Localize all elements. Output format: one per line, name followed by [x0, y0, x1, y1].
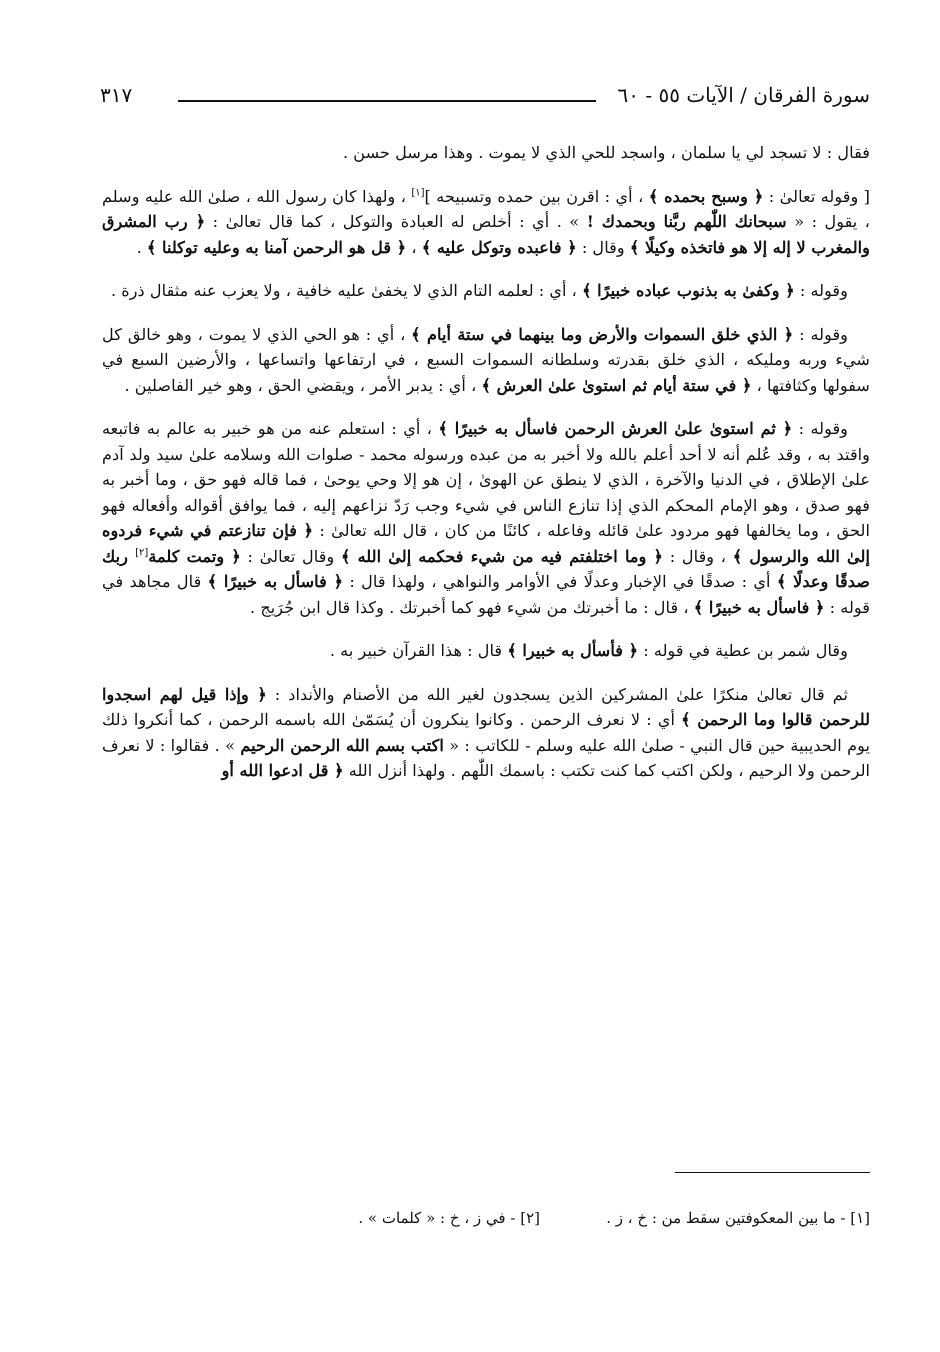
quran-quote: سبحانك اللّٰهم ربَّنا وبحمدك !: [586, 212, 787, 231]
main-text: [102, 140, 870, 802]
text-run: » . أي : أخلص له العبادة والتوكل ، كما قال تعالىٰ :: [205, 212, 587, 231]
header-rule: [178, 100, 596, 102]
quran-quote: ﴿ وإذا قيل لهم اسجدوا للرحمن قالوا وما الرحمن ﴾: [102, 684, 870, 729]
paragraph: [102, 682, 870, 784]
quran-quote: ﴿ ثم استوىٰ علىٰ العرش الرحمن فاسأل به خبيرًا ﴾: [438, 419, 793, 438]
paragraph: [102, 416, 870, 620]
text-run: ،: [406, 237, 422, 257]
text-run: ، ولهذا كان رسول الله ، صلىٰ الله عليه وسلم ، يقول : «: [102, 186, 871, 231]
quran-quote: ربك صدقًا وعدلًا ﴾: [102, 546, 871, 591]
paragraph: [102, 278, 870, 304]
text-run: ، أي : لعلمه التام الذي لا يخفىٰ عليه خافية ، ولا يعزب عنه مثقال ذرة .: [110, 281, 583, 300]
footnote-ref: [٢]: [135, 547, 149, 559]
text-run: ثم قال تعالىٰ منكرًا علىٰ المشركين الذين يسجدون لغير الله من الأصنام والأنداد :: [266, 684, 848, 704]
footnote-1: [١] - ما بين المعكوفتين سقط من : خ ، ز .: [606, 1209, 870, 1227]
text-run: ، أي : هو الحي الذي لا يموت ، وهو خالق كل شيء وربه ومليكه ، الذي خلق بقدرته وسلطانه السموات السبع ، في ارتفاعها واتساعها ، والأرضين السبع في سفولها وكثافتها ،: [102, 324, 870, 395]
quran-quote: ﴿ فاعبده وتوكل عليه ﴾: [421, 237, 577, 257]
page-header: [100, 80, 870, 114]
paragraph: [102, 322, 870, 399]
text-run: قال : هذا القرآن خبير به .: [329, 641, 508, 660]
text-run: فقال : لا تسجد لي يا سلمان ، واسجد للحي الذي لا يموت . وهذا مرسل حسن .: [342, 143, 870, 162]
text-run: ، قال : ما أخبرتك من شيء فهو كما أخبرتك . وكذا قال ابن جُرَيج .: [250, 597, 694, 617]
running-title: سورة الفرقان / الآيات ٥٥ - ٦٠: [617, 83, 870, 107]
text-run: [ وقوله تعالىٰ :: [763, 186, 870, 206]
quran-quote: ﴿ فاسأل به خبيرًا ﴾: [693, 597, 825, 617]
quran-quote: ﴿ وتمت كلمة: [148, 546, 241, 566]
page-number: ٣١٧: [100, 83, 133, 107]
paragraph: [102, 638, 870, 664]
quran-quote: ﴿ وما اختلفتم فيه من شيء فحكمه إلىٰ الله ﴾: [340, 546, 664, 566]
text-run: ، وقال :: [663, 546, 733, 566]
text-run: » . فقالوا : لا نعرف الرحمن ولا الرحيم ، ولكن اكتب كما كنت تكتب : باسمك اللّٰهم . ولهذا أنزل الله: [102, 735, 870, 780]
quran-quote: ﴿ وكفىٰ به بذنوب عباده خبيرًا ﴾: [582, 281, 795, 300]
text-run: .: [136, 237, 147, 257]
text-run: قال مجاهد في قوله :: [102, 572, 870, 617]
quran-quote: ﴿ وسبح بحمده ﴾: [648, 186, 764, 206]
text-run: وقوله :: [792, 419, 848, 438]
text-run: وقال شمر بن عطية في قوله :: [638, 641, 848, 660]
quran-quote: ﴿ قل ادعوا الله أو: [221, 761, 344, 780]
quran-quote: ﴿ فإن تنازعتم في شيء فردوه إلىٰ الله والرسول ﴾: [102, 521, 870, 566]
text-run: وقال تعالىٰ :: [240, 546, 341, 566]
text-run: وقال :: [576, 237, 630, 257]
text-run: وقوله :: [793, 324, 848, 344]
quran-quote: ﴿ فاسأل به خبيرًا ﴾: [207, 572, 344, 591]
quran-quote: ﴿ فأسأل به خبيرا ﴾: [507, 641, 639, 660]
text-run: وقوله :: [794, 281, 848, 300]
text-run: أي : صدقًا في الإخبار وعدلًا في الأوامر والنواهي ، ولهذا قال :: [343, 572, 777, 591]
footnote-ref: [١]: [411, 187, 425, 199]
text-run: أي : لا نعرف الرحمن . وكانوا ينكرون أن يُسَمّىٰ الله باسمه الرحمن ، كما أنكروا ذلك يوم الحديبية حين قال النبي - صلىٰ الله عليه وسلم - للكاتب : «: [102, 710, 870, 755]
quran-quote: ﴿ في ستة أيام ثم استوىٰ علىٰ العرش ﴾: [481, 375, 752, 395]
footnote-2: [٢] - في ز ، خ : « كلمات » .: [358, 1209, 540, 1227]
text-run: ، أي : يدبر الأمر ، ويقضي الحق ، وهو خير الفاصلين .: [124, 375, 482, 395]
text-run: ، أي : استعلم عنه من هو خبير به عالم به فاتبعه واقتد به ، وقد عُلم أنه لا أحد أعلم بالله ولا أخبر به من عبده ورسوله محمد - صلوات الله وسلامه علىٰ سيد ولد آدم علىٰ الإطلاق ، في الدنيا والآخرة ، الذي لا ينطق عن الهوىٰ ، إن هو إلا وحي يوحىٰ ، فما قاله فهو حق ، وما أخبر به فهو صدق ، وهو الإمام المحكم الذي إذا تنازع الناس في شيء وجب رَدّ نزاعهم إليه ، فما يوافق أقواله وأفعاله فهو الحق ، وما يخالفها فهو مردود علىٰ قائله وفاعله ، كائنًا من كان ، قال الله تعالىٰ :: [102, 419, 870, 540]
quran-quote: ﴿ الذي خلق السموات والأرض وما بينهما في ستة أيام ﴾: [411, 324, 794, 344]
text-run: ، أي : اقرن بين حمده وتسبيحه ]: [424, 186, 649, 206]
footnote-separator: [675, 1172, 870, 1173]
quran-quote: ﴿ رب المشرق والمغرب لا إله إلا هو فاتخذه وكيلًا ﴾: [102, 212, 870, 257]
quran-quote: ﴿ قل هو الرحمن آمنا به وعليه توكلنا ﴾: [146, 237, 407, 257]
paragraph: [102, 140, 870, 166]
paragraph: [102, 184, 870, 261]
quran-quote: اكتب بسم الله الرحمن الرحيم: [240, 735, 444, 755]
